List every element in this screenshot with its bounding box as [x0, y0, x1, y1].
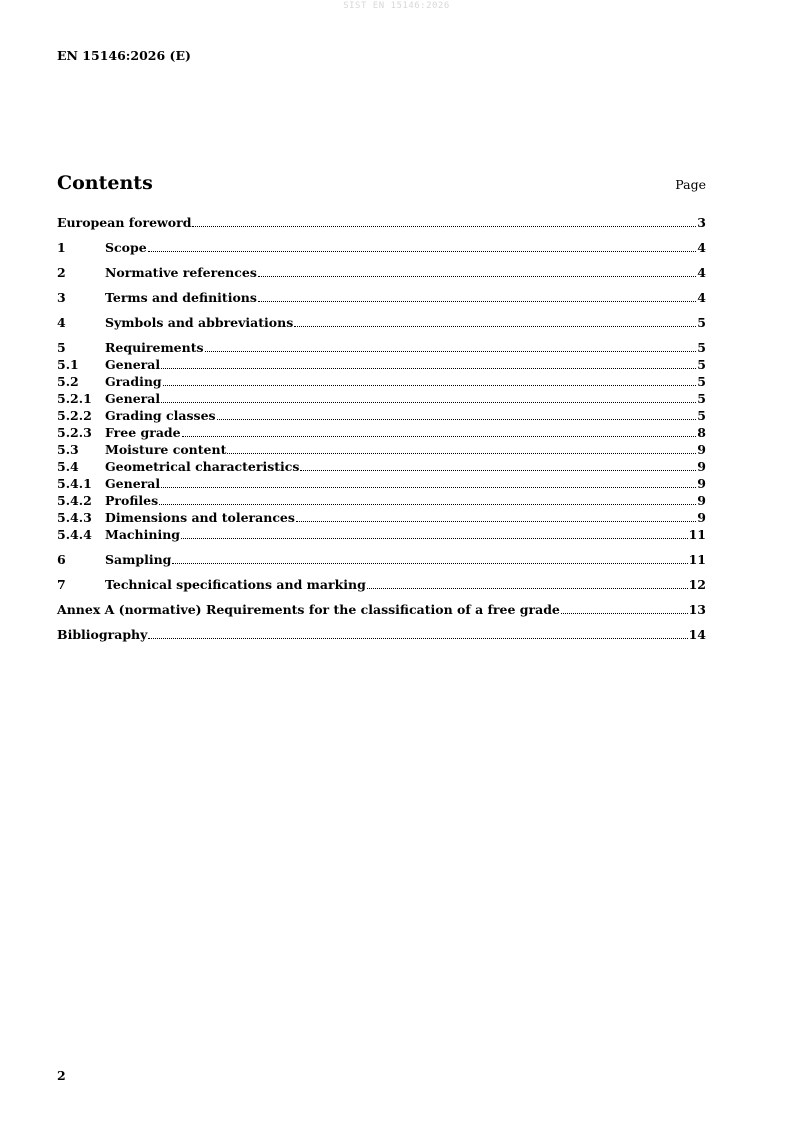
page-number: 2 [57, 1068, 66, 1083]
toc-entry[interactable] [57, 239, 706, 256]
toc-entry-page: 11 [688, 527, 706, 542]
toc-entry-title: Requirements [105, 340, 204, 355]
toc-entry-number: 5.4 [57, 459, 79, 474]
toc-entry-page: 5 [697, 357, 706, 372]
toc-entry-number: 5.4.3 [57, 510, 92, 525]
toc-entry-number: 5.1 [57, 357, 79, 372]
toc-entry-title: European foreword [57, 215, 192, 230]
toc-entry-title: General [105, 357, 161, 372]
toc-entry-title: Geometrical characteristics [105, 459, 300, 474]
dot-leader [172, 563, 687, 564]
toc-entry-title: Terms and definitions [105, 290, 257, 305]
dot-leader [296, 521, 696, 522]
toc-entry-number: 5.2.1 [57, 391, 92, 406]
toc-entry[interactable] [57, 626, 706, 643]
toc-entry[interactable] [57, 407, 706, 424]
toc-entry[interactable] [57, 458, 706, 475]
document-id: EN 15146:2026 (E) [57, 48, 191, 63]
toc-entry-title: Annex A (normative) Requirements for the classification of a free grade [57, 602, 560, 617]
dot-leader [148, 251, 697, 252]
table-of-contents [57, 214, 706, 643]
toc-entry[interactable] [57, 441, 706, 458]
toc-entry[interactable] [57, 264, 706, 281]
toc-entry-title: Machining [105, 527, 181, 542]
toc-entry-title: Technical specifications and marking [105, 577, 366, 592]
dot-leader [161, 487, 696, 488]
dot-leader [161, 402, 696, 403]
toc-entry-page: 5 [697, 315, 706, 330]
toc-entry[interactable] [57, 214, 706, 231]
toc-entry-number: 5.2 [57, 374, 79, 389]
toc-entry[interactable] [57, 551, 706, 568]
watermark: SIST EN 15146:2026 [343, 1, 450, 11]
toc-entry[interactable] [57, 475, 706, 492]
dot-leader [300, 470, 696, 471]
toc-entry-page: 3 [697, 215, 706, 230]
dot-leader [258, 276, 696, 277]
dot-leader [181, 538, 688, 539]
toc-entry[interactable] [57, 339, 706, 356]
toc-entry[interactable] [57, 509, 706, 526]
toc-entry-number: 3 [57, 290, 66, 305]
toc-entry-page: 9 [697, 459, 706, 474]
toc-entry-title: General [105, 391, 161, 406]
toc-entry[interactable] [57, 314, 706, 331]
toc-entry-number: 7 [57, 577, 66, 592]
toc-entry[interactable] [57, 289, 706, 306]
toc-entry-title: Normative references [105, 265, 257, 280]
toc-entry-title: Symbols and abbreviations [105, 315, 294, 330]
toc-entry-title: Profiles [105, 493, 159, 508]
toc-entry[interactable] [57, 390, 706, 407]
toc-entry-number: 1 [57, 240, 66, 255]
dot-leader [294, 326, 696, 327]
toc-entry[interactable] [57, 373, 706, 390]
toc-entry-page: 9 [697, 510, 706, 525]
toc-entry-title: Sampling [105, 552, 172, 567]
toc-entry[interactable] [57, 424, 706, 441]
toc-entry-number: 5.4.2 [57, 493, 92, 508]
toc-entry-number: 4 [57, 315, 66, 330]
toc-entry-page: 13 [688, 602, 706, 617]
toc-entry-title: Moisture content [105, 442, 227, 457]
page-column-label: Page [675, 177, 706, 192]
toc-entry-title: General [105, 476, 161, 491]
toc-entry-number: 5.4.4 [57, 527, 92, 542]
toc-entry-title: Scope [105, 240, 147, 255]
toc-entry-page: 4 [697, 265, 706, 280]
dot-leader [192, 226, 696, 227]
toc-entry-number: 5.3 [57, 442, 79, 457]
toc-entry-number: 5 [57, 340, 66, 355]
toc-entry-title: Bibliography [57, 627, 148, 642]
toc-entry-number: 5.4.1 [57, 476, 92, 491]
toc-entry[interactable] [57, 492, 706, 509]
toc-entry-title: Grading [105, 374, 162, 389]
dot-leader [561, 613, 688, 614]
dot-leader [161, 368, 696, 369]
dot-leader [148, 638, 687, 639]
toc-entry-page: 11 [688, 552, 706, 567]
toc-entry-page: 5 [697, 340, 706, 355]
toc-entry-title: Grading classes [105, 408, 216, 423]
toc-entry-title: Dimensions and tolerances [105, 510, 295, 525]
toc-entry-page: 9 [697, 442, 706, 457]
toc-entry-title: Free grade [105, 425, 181, 440]
toc-entry-page: 4 [697, 290, 706, 305]
dot-leader [159, 504, 696, 505]
contents-header [57, 172, 706, 194]
contents-title: Contents [57, 172, 153, 194]
dot-leader [217, 419, 697, 420]
toc-entry[interactable] [57, 526, 706, 543]
dot-leader [163, 385, 697, 386]
dot-leader [258, 301, 696, 302]
toc-entry-page: 8 [697, 425, 706, 440]
toc-entry-page: 9 [697, 476, 706, 491]
toc-entry-page: 4 [697, 240, 706, 255]
toc-entry[interactable] [57, 356, 706, 373]
toc-entry-number: 5.2.3 [57, 425, 92, 440]
toc-entry-number: 2 [57, 265, 66, 280]
toc-entry-number: 5.2.2 [57, 408, 92, 423]
dot-leader [227, 453, 696, 454]
toc-entry-page: 5 [697, 391, 706, 406]
toc-entry[interactable] [57, 576, 706, 593]
toc-entry[interactable] [57, 601, 706, 618]
toc-entry-page: 5 [697, 408, 706, 423]
toc-entry-page: 14 [688, 627, 706, 642]
toc-entry-page: 9 [697, 493, 706, 508]
toc-entry-page: 12 [688, 577, 706, 592]
dot-leader [205, 351, 697, 352]
dot-leader [182, 436, 697, 437]
toc-entry-page: 5 [697, 374, 706, 389]
toc-entry-number: 6 [57, 552, 66, 567]
dot-leader [367, 588, 688, 589]
